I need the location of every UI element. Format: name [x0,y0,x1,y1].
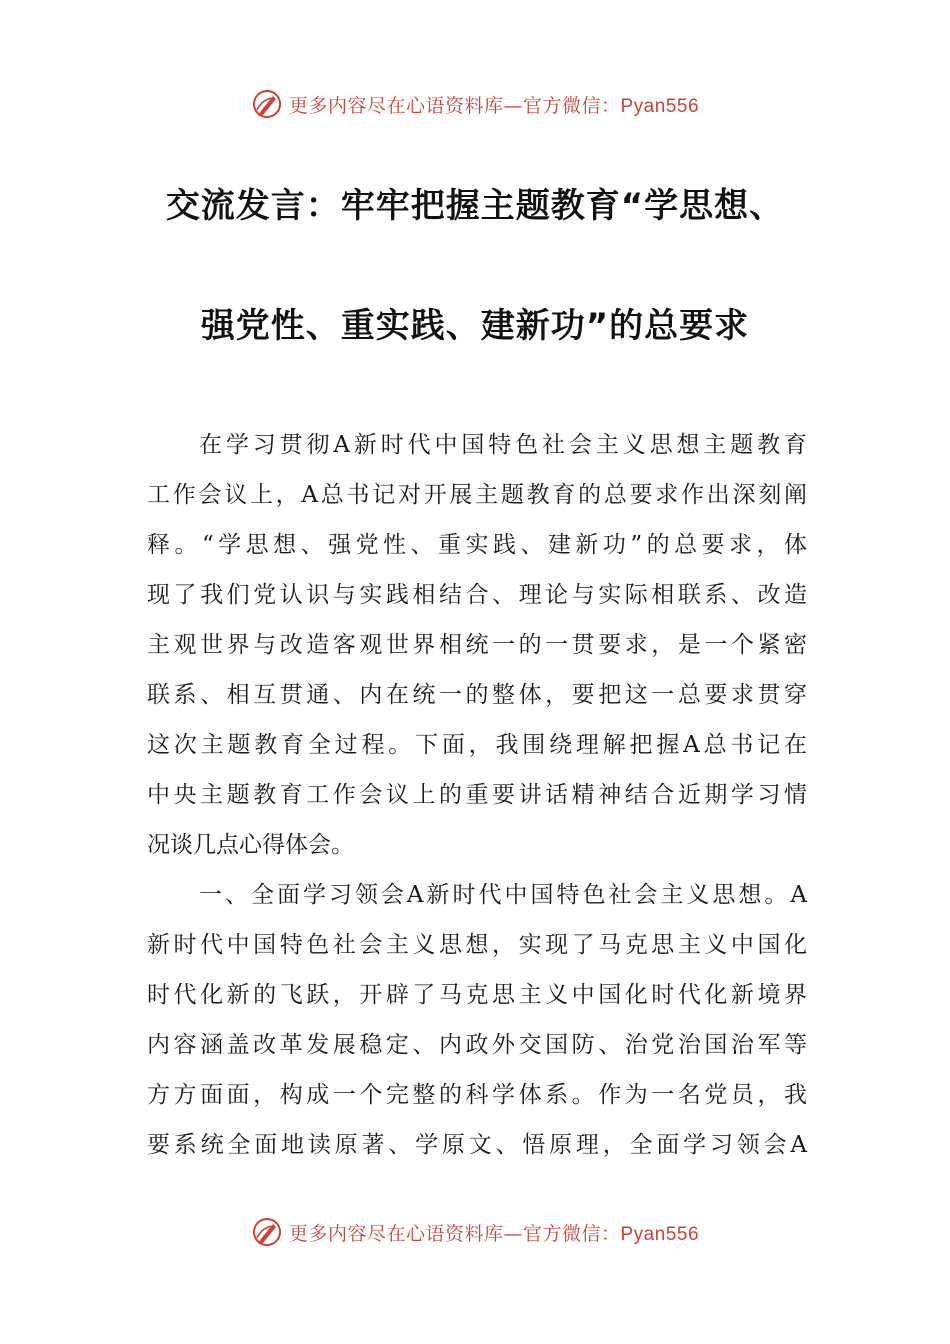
watermark-sub: 官方微信： [522,94,621,117]
watermark-handle: Pyan556 [620,1223,700,1245]
watermark-separator: — [503,94,523,117]
body-line: 主观世界与改造客观世界相统一的一贯要求，是一个紧密 [147,632,807,658]
body-line: 内容涵盖改革发展稳定、内政外交国防、治党治国治军等 [147,1032,807,1058]
watermark-text [289,1219,699,1246]
body-line: 况谈几点心得体会。 [147,832,354,858]
title-line-2: 强党性、重实践、建新功”的总要求 [200,306,750,346]
watermark-handle: Pyan556 [620,95,700,117]
body-line: 这次主题教育全过程。下面，我围绕理解把握A总书记在 [147,732,807,758]
body-line: 一、全面学习领会A新时代中国特色社会主义思想。A [199,882,807,908]
watermark-sub: 官方微信： [522,1222,621,1245]
watermark-header [0,84,950,124]
watermark-separator: — [503,1222,523,1245]
body-line: 联系、相互贯通、内在统一的整体，要把这一总要求贯穿 [147,682,807,708]
watermark-main: 更多内容尽在心语资料库 [288,94,504,117]
body-line: 工作会议上，A总书记对开展主题教育的总要求作出深刻阐 [147,482,807,508]
body-line: 中央主题教育工作会议上的重要讲话精神结合近期学习情 [147,782,807,808]
watermark-footer [0,1212,950,1252]
watermark-main: 更多内容尽在心语资料库 [288,1222,504,1245]
watermark-text [289,91,699,118]
title-line-1: 交流发言：牢牢把握主题教育“学思想、 [165,186,785,226]
body-line: 现了我们党认识与实践相结合、理论与实际相联系、改造 [147,582,807,608]
paragraph-1 [147,420,807,870]
document-body [147,420,807,1170]
paragraph-2 [147,870,807,1170]
body-line: 要系统全面地读原著、学原文、悟原理，全面学习领会A [147,1132,807,1158]
body-line: 时代化新的飞跃，开辟了马克思主义中国化时代化新境界 [147,982,807,1008]
body-line: 方方面面，构成一个完整的科学体系。作为一名党员，我 [147,1082,807,1108]
body-line: 在学习贯彻A新时代中国特色社会主义思想主题教育 [199,432,807,458]
body-line: 释。“学思想、强党性、重实践、建新功”的总要求，体 [147,532,807,558]
pen-logo-icon [251,1216,283,1248]
pen-logo-icon [251,88,283,120]
body-line: 新时代中国特色社会主义思想，实现了马克思主义中国化 [147,932,807,958]
